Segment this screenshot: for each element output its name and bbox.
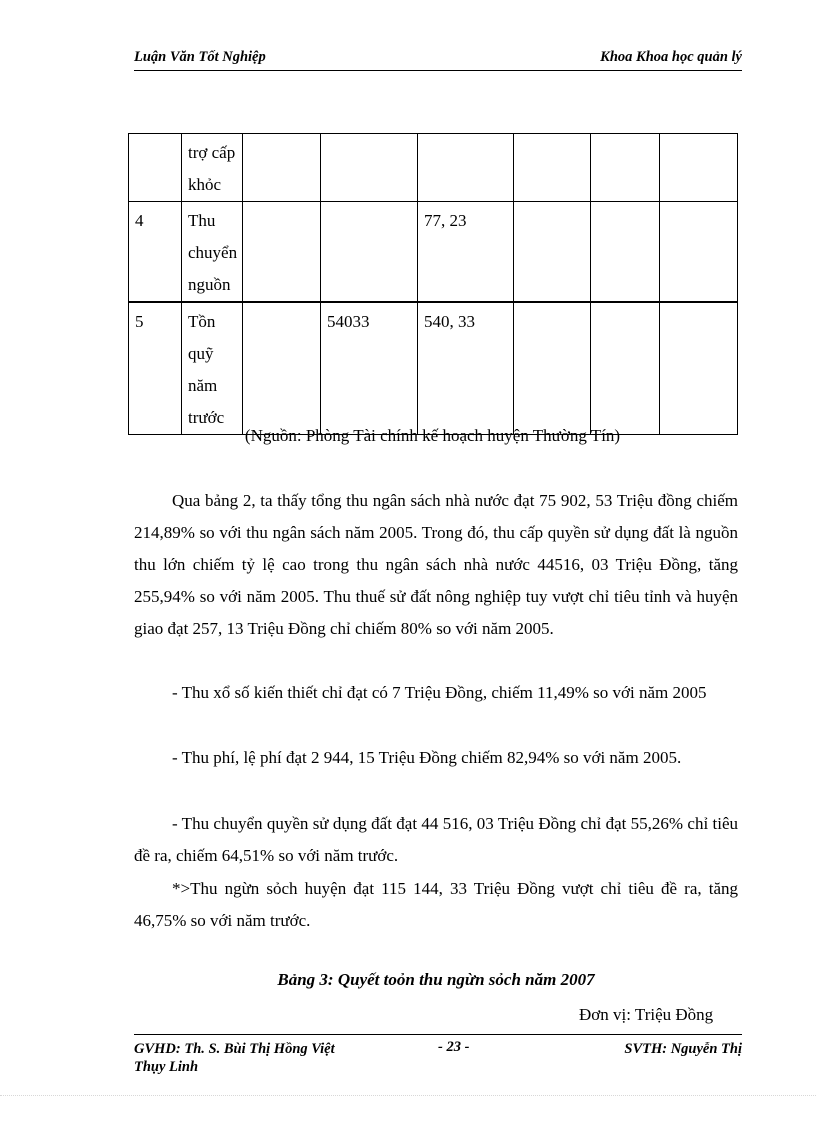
footer-continuation: Thụy Linh (134, 1059, 199, 1075)
body-paragraph: *>Thu ngừn sỏch huyện đạt 115 144, 33 Triệu Đồng vượt chỉ tiêu đề ra, tăng 46,75% so với năm trước. (134, 879, 738, 930)
table-row (129, 202, 738, 303)
data-table (128, 133, 738, 435)
footer-left: GVHD: Th. S. Bùi Thị Hồng Việt (134, 1041, 335, 1057)
table-cell (514, 302, 591, 435)
table-cell: 4 (129, 202, 182, 303)
page-edge (0, 1095, 816, 1096)
header-right: Khoa Khoa học quản lý (600, 49, 742, 65)
table-cell (660, 202, 738, 303)
table-cell (321, 202, 418, 303)
footer-right: SVTH: Nguyễn Thị (624, 1041, 742, 1057)
table-row (129, 134, 738, 202)
table-cell (660, 134, 738, 202)
table-cell: 54033 (321, 302, 418, 435)
header-left: Luận Văn Tốt Nghiệp (134, 49, 266, 65)
table-source-note: (Nguồn: Phòng Tài chính kế hoạch huyện Thường Tín) (244, 426, 621, 445)
table-cell: 77, 23 (418, 202, 514, 303)
unit-label: Đơn vị: Triệu Đồng (579, 1005, 714, 1024)
table-cell: Tồn quỹ năm trước (182, 302, 243, 435)
body-paragraph: - Thu xổ số kiến thiết chỉ đạt có 7 Triệu Đồng, chiếm 11,49% so với năm 2005 (172, 683, 707, 702)
table-cell (660, 302, 738, 435)
table-cell: trợ cấp khỏc (182, 134, 243, 202)
table-cell (243, 202, 321, 303)
table-cell (418, 134, 514, 202)
table-cell (243, 302, 321, 435)
table-cell: 5 (129, 302, 182, 435)
table-cell (321, 134, 418, 202)
table-row (129, 302, 738, 435)
body-paragraph: - Thu phí, lệ phí đạt 2 944, 15 Triệu Đồng chiếm 82,94% so với năm 2005. (172, 748, 682, 767)
table-cell (591, 302, 660, 435)
table-cell (514, 134, 591, 202)
table-cell: 540, 33 (418, 302, 514, 435)
table-cell (243, 134, 321, 202)
table-cell (129, 134, 182, 202)
header-rule (134, 70, 742, 71)
table-caption: Bảng 3: Quyết toỏn thu ngừn sỏch năm 2007 (277, 970, 595, 989)
page-number: - 23 - (438, 1039, 470, 1055)
footer-rule (134, 1034, 742, 1035)
table-cell (591, 202, 660, 303)
table-cell (591, 134, 660, 202)
table-cell (514, 202, 591, 303)
table-cell: Thu chuyển nguồn (182, 202, 243, 303)
body-paragraph: - Thu chuyển quyền sử dụng đất đạt 44 516, 03 Triệu Đồng chỉ đạt 55,26% chỉ tiêu đề ra, chiếm 64,51% so với năm trước. (134, 814, 738, 865)
body-paragraph: Qua bảng 2, ta thấy tổng thu ngân sách nhà nước đạt 75 902, 53 Triệu đồng chiếm 214,89% so với thu ngân sách năm 2005. Trong đó, thu cấp quyền sử dụng đất là nguồn thu lớn chiếm tỷ lệ cao trong thu ngân sách nhà nước 44516, 03 Triệu Đồng, tăng 255,94% so với năm 2005. Thu thuế sử đất nông nghiệp tuy vượt chỉ tiêu tỉnh và huyện giao đạt 257, 13 Triệu Đồng chỉ chiếm 80% so với năm 2005. (134, 491, 738, 638)
